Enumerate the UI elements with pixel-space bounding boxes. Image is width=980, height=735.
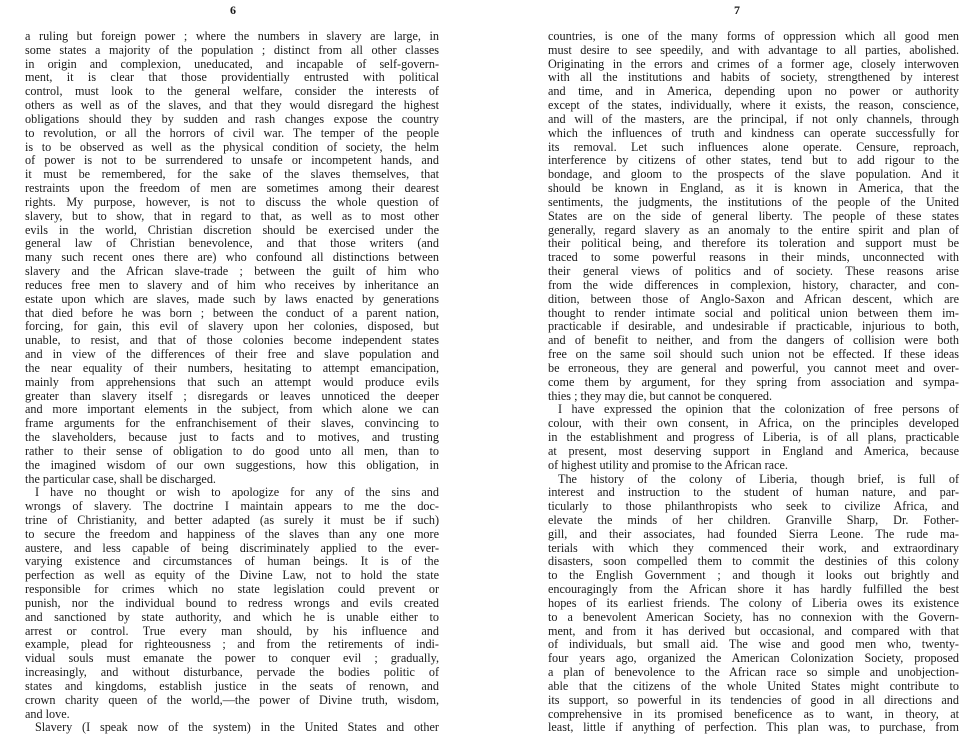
text-line: free on the same soil should such union not be effected. If these ideas (548, 347, 959, 362)
text-line: of highest utility and promise to the African race. (548, 457, 788, 472)
text-line: the imagined wisdom of our own suggestions, how this obligation, in (25, 457, 439, 472)
text-line: crown charity queen of the world,—the power of Divine truth, wisdom, (25, 692, 439, 707)
text-line: come them by argument, for they spring from association and sympa- (548, 374, 959, 389)
text-line: and will of the masters, are the principal, if not only channels, through (548, 111, 959, 126)
text-line: traced to some powerful reasons in their minds, unconnected with (548, 250, 959, 265)
text-line: at present, most deserving support in England and America, because (548, 443, 959, 458)
text-line: evils in the world, Christian discretion should be exercised under the (25, 222, 439, 237)
text-line: to secure the freedom and happiness of the slaves than any one more (25, 526, 439, 541)
text-line: bondage, and gloom to the prospects of the slave population. And it (548, 167, 959, 182)
page-number: 7 (734, 3, 740, 17)
text-line: forcing, for gain, this evil of slavery upon her colonies, disposed, but (25, 319, 439, 334)
text-line: is to be observed as well as the physical condition of society, the helm (25, 139, 439, 154)
text-line: slavery and the African slave-trade ; between the guilt of him who (25, 264, 439, 279)
text-line: that died before he was born ; between the conduct of a parent nation, (25, 305, 439, 320)
text-line: of individuals, but small aid. The wise and good men who, twenty- (548, 637, 959, 652)
text-line: slavery, but to show, that in regard to that, as well as to most other (25, 208, 439, 223)
text-line: from the wide differences in complexion, history, character, and con- (548, 277, 959, 292)
page-text-block (548, 30, 959, 735)
text-line: example, plead for righteousness ; and from the retirements of indi- (25, 637, 439, 652)
text-line: responsible for crimes which no state legislation could prevent or (25, 582, 439, 597)
text-line: thies ; they may die, but cannot be conquered. (548, 388, 773, 403)
text-line: to the English Government ; and though it looks out brightly and (548, 568, 959, 583)
text-line: Originating in the errors and crimes of a former age, closely interwoven (548, 56, 959, 71)
text-line: and sanctioned by state authority, and which he is unable either to (25, 609, 439, 624)
text-line: increasingly, and without disturbance, pervade the bodies politic of (25, 665, 439, 680)
text-line: to a benevolent American Society, has no connexion with the Govern- (548, 609, 959, 624)
text-line: obligations should they by sudden and rash changes expose the country (25, 111, 439, 126)
text-line: control, must look to the general welfare, consider the interests of (25, 84, 439, 99)
text-line: in origin and complexion, uneducated, and incapable of self-govern- (25, 56, 439, 71)
text-line: I have no thought or wish to apologize for any of the sins and (35, 485, 439, 500)
text-line: some states a majority of the population ; distinct from all other classes (25, 42, 439, 57)
text-line: must desire to see speedily, and with advantage to all parties, abolished. (548, 42, 959, 57)
text-line: a plan of benevolence to the African race so simple and unobjection- (548, 665, 959, 680)
text-line: countries, is one of the many forms of oppression which all good men (548, 29, 959, 43)
text-line: punish, nor the individual bound to redress wrongs and evils created (25, 595, 439, 610)
text-line: dition, between those of Anglo-Saxon and African descent, which are (548, 291, 959, 306)
text-line: hopes of its earliest friends. The colony of Liberia owes its existence (548, 595, 959, 610)
text-line: able that the citizens of the whole United States might contribute to (548, 678, 959, 693)
text-line: their political being, and therefore its toleration and support must be (548, 236, 959, 251)
text-line: states and kingdoms, establish justice in the seats of renown, and (25, 678, 439, 693)
text-line: restraints upon the freedom of men are sometimes among their dearest (25, 181, 439, 196)
text-line: interest and instruction to the student of human nature, and par- (548, 485, 959, 500)
text-line: and in view of the differences of their free and slave population and (25, 347, 439, 362)
text-line: and more important elements in the subject, from which alone we can (25, 402, 439, 417)
text-line: and of benefit to neither, and from the dangers of collision were both (548, 333, 959, 348)
text-line: I have expressed the opinion that the colonization of free persons of (558, 402, 959, 417)
text-line: States are on the side of general liberty. The people of these states (548, 208, 959, 223)
text-line: Slavery (I speak now of the system) in the United States and other (35, 720, 439, 735)
page-text-block (25, 30, 439, 735)
text-line: others as well as of the slaves, and that they would disregard the highest (25, 98, 439, 113)
text-line: The history of the colony of Liberia, though brief, is full of (558, 471, 959, 486)
text-line: frame arguments for the enfranchisement of their slaves, convincing to (25, 416, 439, 431)
text-line: many such recent ones there are) who confound all distinctions between (25, 250, 439, 265)
text-line: the slaveholders, because just to facts and to motives, and trusting (25, 430, 439, 445)
text-line: arrest or control. True every man should, by his influence and (25, 623, 439, 638)
right-page (490, 0, 980, 735)
text-line: disasters, soon compelled them to commit the destinies of this colony (548, 554, 959, 569)
text-line: colour, with their own consent, in Africa, on the principles developed (548, 416, 959, 431)
text-line: of power is not to be surrendered to unsafe or incompetent hands, and (25, 153, 439, 168)
text-line: ticularly to those philanthropists who seek to civilize Africa, and (548, 499, 959, 514)
text-line: reduces free men to slavery and of him who receives by inheritance an (25, 277, 439, 292)
text-line: to revolution, or all the horrors of civil war. The temper of the people (25, 125, 439, 140)
text-line: ment, it is clear that those providentially entrusted with political (25, 70, 439, 85)
text-line: least, little if anything of perfection. This plan was, to purchase, from (548, 720, 959, 735)
page-number: 6 (230, 3, 236, 17)
text-line: elevate the minds of her children. Granville Sharp, Dr. Fother- (548, 512, 959, 527)
text-line: mainly from apprehensions that such an attempt would produce evils (25, 374, 439, 389)
text-line: vidual souls must emanate the power to conquer evil ; gradually, (25, 651, 439, 666)
text-line: except of the states, individually, where it exists, the reason, conscience, (548, 98, 959, 113)
text-line: the near equality of their numbers, hesitating to attempt emancipation, (25, 360, 439, 375)
text-line: and time, and in America, depending upon no power or authority (548, 84, 959, 99)
text-line: in the establishment and progress of Liberia, is of all plans, practicable (548, 430, 959, 445)
text-line: practicable if desirable, and undesirable if practicable, injurious to both, (548, 319, 959, 334)
text-line: its support, so powerful in its tendencies of good in all directions and (548, 692, 959, 707)
text-line: interference by citizens of other states, tend but to add rigour to the (548, 153, 959, 168)
text-line: generally, regard slavery as an anomaly to the entire spirit and plan of (548, 222, 959, 237)
text-line: ment, and from it has derived but occasional, and compared with that (548, 623, 959, 638)
text-line: varying existence and circumstances of human beings. It is of the (25, 554, 439, 569)
text-line: and love. (25, 706, 70, 721)
text-line: perfection as well as equity of the Divine Law, not to hold the state (25, 568, 439, 583)
text-line: greater than slavery itself ; disregards or leaves unnoticed the deeper (25, 388, 439, 403)
text-line: gill, and their associates, had founded Sierra Leone. The rude ma- (548, 526, 959, 541)
text-line: a ruling but foreign power ; where the numbers in slavery are large, in (25, 29, 439, 43)
text-line: general law of Christian benevolence, and that those writers (and (25, 236, 439, 251)
text-line: estate upon which are slaves, made such by laws enacted by generations (25, 291, 439, 306)
text-line: austere, and less capable of being discriminately applied to the ever- (25, 540, 439, 555)
text-line: their general views of politics and of society. These reasons arise (548, 264, 959, 279)
text-line: four years ago, organized the American Colonization Society, proposed (548, 651, 959, 666)
text-line: unable, to resist, and that of those colonies become independent states (25, 333, 439, 348)
text-line: with all the institutions and habits of society, strengthened by interest (548, 70, 959, 85)
text-line: comprehensive in its promised beneficence as to want, in theory, at (548, 706, 959, 721)
text-line: thought to render intimate social and political union between them im- (548, 305, 959, 320)
text-line: it must be remembered, for the sake of the slaves themselves, that (25, 167, 439, 182)
text-line: trine of Christianity, and better adapted (as surely it must be if such) (25, 512, 439, 527)
text-line: should be known in England, as it is known in America, that the (548, 181, 959, 196)
text-line: terials with which they commenced their work, and extraordinary (548, 540, 959, 555)
text-line: rights. My purpose, however, is not to discuss the whole question of (25, 194, 439, 209)
text-line: rather to their sense of obligation to do good unto all men, than to (25, 443, 439, 458)
text-line: sentiments, the judgments, the institutions of the people of the United (548, 194, 959, 209)
text-line: be erroneous, they are general and powerful, you cannot meet and over- (548, 360, 959, 375)
text-line: which the influences of truth and kindness can operate successfully for (548, 125, 959, 140)
text-line: the particular case, shall be discharged. (25, 471, 216, 486)
text-line: its removal. Let such influences alone operate. Censure, reproach, (548, 139, 959, 154)
text-line: wrongs of slavery. The doctrine I maintain appears to me the doc- (25, 499, 439, 514)
text-line: encouragingly from the African shore it has hardly fulfilled the best (548, 582, 959, 597)
